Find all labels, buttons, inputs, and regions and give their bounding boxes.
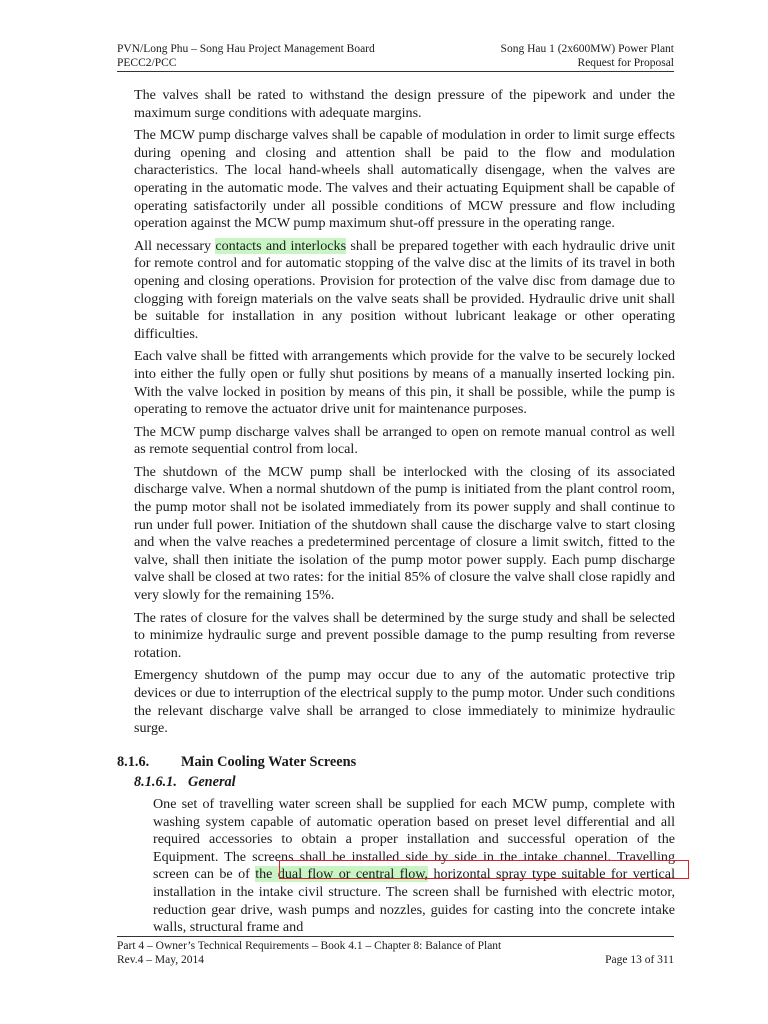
- section-title: Main Cooling Water Screens: [181, 754, 357, 770]
- paragraph-remote-control: The MCW pump discharge valves shall be arranged to open on remote manual control as well as remote sequential control from local.: [134, 423, 675, 458]
- paragraph-text: horizontal spray type suitable for vertical installation in the intake civil structure. The screen shall be furnished with electric motor, reduction gear drive, wash pumps and nozzles, guides for casting into the concrete intake walls, structural frame and: [153, 866, 675, 936]
- footer-divider: [117, 936, 674, 937]
- header-project-board: PVN/Long Phu – Song Hau Project Management Board: [117, 43, 375, 55]
- header-plant-name: Song Hau 1 (2x600MW) Power Plant: [500, 43, 674, 55]
- paragraph-locking-pin: Each valve shall be fitted with arrangements which provide for the valve to be securely locked into either the fully open or fully shut positions by means of a manually inserted locking pin. With the valve locked in position by means of this pin, it shall be possible, while the pump is operating to remove the actuator drive unit for maintenance purposes.: [134, 348, 675, 418]
- footer-revision: Rev.4 – May, 2014: [117, 954, 204, 966]
- paragraph-closure-rates: The rates of closure for the valves shall be determined by the surge study and shall be selected to minimize hydraulic surge and prevent possible damage to the pump resulting from reverse rotation.: [134, 609, 675, 661]
- header-divider: [117, 71, 674, 72]
- paragraph-text: All necessary: [134, 237, 216, 254]
- subsection-number: 8.1.6.1.: [134, 774, 177, 790]
- section-heading: [117, 754, 356, 771]
- paragraph-text: One set of travelling water screen shall be supplied for each MCW pump, complete with washing system capable of automatic operation based on preset level differential and all required accessories to obtain a proper installation and successful operation of the Equipment. The screens shall be installed side by side in the intake channel. Travelling screen can be of: [153, 796, 675, 883]
- header-doc-type: Request for Proposal: [577, 57, 674, 69]
- paragraph-emergency-shutdown: Emergency shutdown of the pump may occur due to any of the automatic protective trip devices or due to interruption of the electrical supply to the pump motor. Under such conditions the relevant discharge valve shall be arranged to close immediately to minimize hydraulic surge.: [134, 667, 675, 737]
- paragraph-valve-modulation: The MCW pump discharge valves shall be capable of modulation in order to limit surge effects during opening and closing and attention shall be paid to the flow and modulation characteristics. The local hand-wheels shall automatically disengage, when the valves are operating in the automatic mode. The valves and their actuating Equipment shall be capable of operating satisfactorily under all possible conditions of MCW pressure and flow including operation against the MCW pump maximum shut-off pressure in the operating range.: [134, 127, 675, 232]
- subsection-title: General: [188, 774, 236, 790]
- paragraph-text: shall be prepared together with each hydraulic drive unit for remote control and for automatic stopping of the valve disc at the limits of its travel in both opening and closing operations. Provision for protection of the valve disc from damage due to clogging with foreign materials on the valve seats shall be provided. Hydraulic drive unit shall be suitable for installation in any position without lubricant leakage or other operating difficulties.: [134, 237, 676, 342]
- highlighted-text: the dual flow or central flow,: [255, 866, 429, 883]
- annotation-box: [279, 860, 689, 879]
- highlighted-text: contacts and interlocks: [215, 237, 347, 254]
- footer-document-part: Part 4 – Owner’s Technical Requirements – Book 4.1 – Chapter 8: Balance of Plant: [117, 940, 502, 952]
- subsection-heading: [134, 774, 236, 791]
- body-text: [134, 87, 675, 743]
- paragraph-contacts-interlocks: [134, 238, 675, 344]
- paragraph-valve-rating: The valves shall be rated to withstand the design pressure of the pipework and under the maximum surge conditions with adequate margins.: [134, 87, 675, 121]
- page-header: [117, 42, 674, 70]
- section-number: 8.1.6.: [117, 754, 150, 770]
- header-consultant: PECC2/PCC: [117, 57, 177, 69]
- paragraph-shutdown-interlock: The shutdown of the MCW pump shall be interlocked with the closing of its associated discharge valve. When a normal shutdown of the pump is initiated from the plant control room, the pump motor shall not be isolated immediately from its power supply and shall continue to run under full power. Initiation of the shutdown shall cause the discharge valve to start closing and when the valve reaches a predetermined percentage of closure a limit switch, fitted to the valve, shall then initiate the isolation of the pump motor power supply. Each pump discharge valve shall be closed at two rates: for the initial 85% of closure the valve shall close rapidly and very slowly for the remaining 15%.: [134, 463, 675, 604]
- footer-page-number: Page 13 of 311: [605, 954, 674, 966]
- page-footer: [117, 939, 674, 967]
